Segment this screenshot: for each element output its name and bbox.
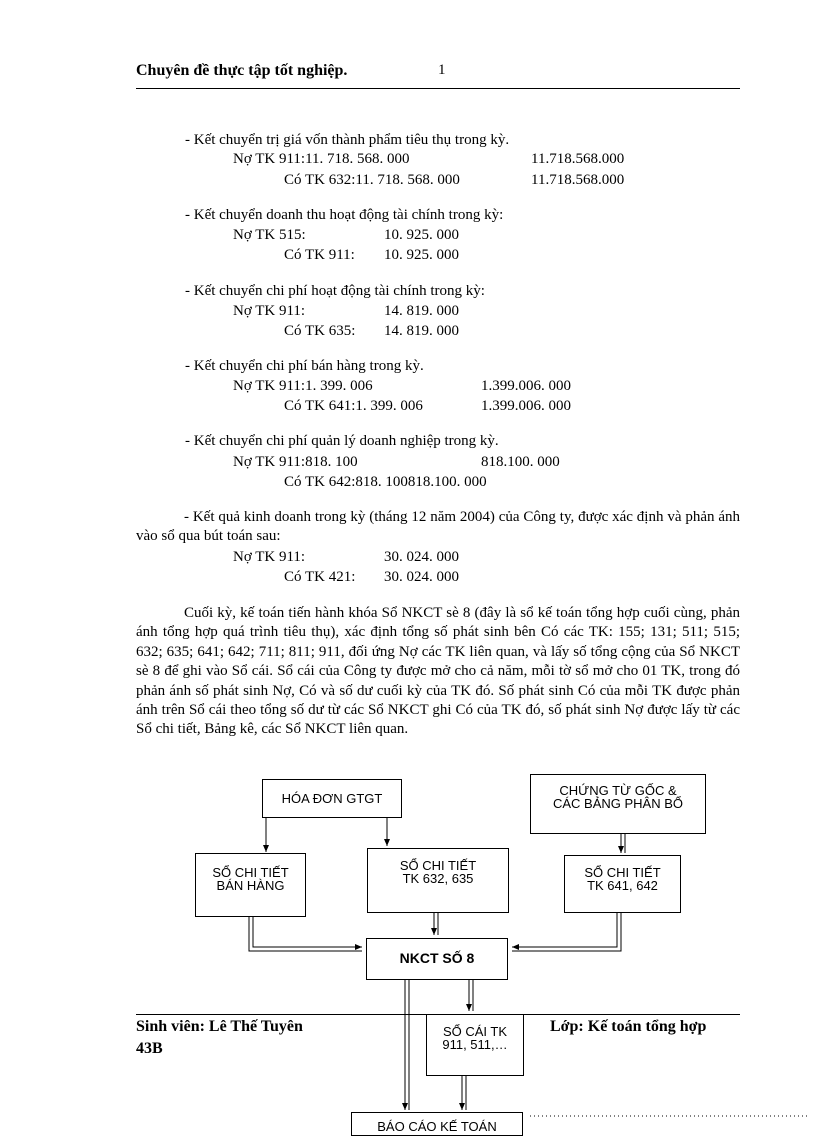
entry-debit-amount: 11.718.568.000 xyxy=(531,151,625,167)
result-debit: Nợ TK 911: xyxy=(233,549,306,565)
entry-debit: Nợ TK 911:818. 100 xyxy=(233,454,358,470)
arrow-641-nkct-b xyxy=(512,913,621,951)
entry-heading: - Kết chuyển chi phí bán hàng trong kỳ. xyxy=(185,358,424,374)
result-credit: Có TK 421: xyxy=(284,569,356,585)
footer-student: Sinh viên: Lê Thế Tuyên xyxy=(136,1018,303,1035)
arrow-banhang-nkct-b xyxy=(253,917,362,947)
body-paragraph: Cuối kỳ, kế toán tiến hành khóa Sổ NKCT sè 8 (đây là sổ kế toán tổng hợp cuối cùng, phản ánh tổng hợp quá trình tiêu thụ), xác định tổng số phát sinh bên Có các TK: 155; 131; 511; 515; 632; 635; 641; 642; 711; 811; 911, đối ứng Nợ các TK liên quan, và lấy số tổng cộng của Sổ NKCT sè 8 để ghi vào Sổ cái. Sổ cái của Công ty được mở cho cả năm, mỗi tờ sổ mở cho 01 TK, trong đó phản ánh số phát sinh Nợ, Có và số dư cuối kỳ của TK đó. Số phát sinh Có của mỗi TK được phản ánh trên Sổ cái theo tổng số dư từ các Sổ NKCT ghi Có của TK đó, số phát sinh Nợ được lấy từ các Sổ chi tiết, Bảng kê, các Sổ NKCT liên quan. xyxy=(136,605,740,738)
entry-heading: - Kết chuyển doanh thu hoạt động tài chính trong kỳ: xyxy=(185,207,504,223)
result-debit-amount: 30. 024. 000 xyxy=(384,549,459,565)
box-label: SỔ CHI TIẾT xyxy=(584,865,661,880)
footer-rule xyxy=(136,1014,740,1015)
box-label: HÓA ĐƠN GTGT xyxy=(281,791,383,806)
entry-credit: Có TK 641:1. 399. 006 xyxy=(284,398,423,414)
box-bao-cao-ke-toan xyxy=(351,1112,523,1136)
document-title: Chuyên đề thực tập tốt nghiệp. xyxy=(136,62,348,79)
box-label: TK 632, 635 xyxy=(402,871,474,886)
box-hoa-don-gtgt xyxy=(262,779,402,818)
box-so-cai-tk xyxy=(426,1014,524,1076)
result-credit-amount: 30. 024. 000 xyxy=(384,569,459,585)
box-nkct-so-8 xyxy=(366,938,508,980)
entry-debit: Nợ TK 911:1. 399. 006 xyxy=(233,378,373,394)
box-chung-tu-goc xyxy=(530,774,706,834)
entry-credit-amount: 11.718.568.000 xyxy=(531,172,625,188)
entry-debit-amount: 1.399.006. 000 xyxy=(481,378,571,394)
box-label: SỔ CHI TIẾT xyxy=(399,858,477,873)
entry-credit-amount: 1.399.006. 000 xyxy=(481,398,571,414)
entry-debit-amount: 818.100. 000 xyxy=(481,454,560,470)
arrow-641-nkct xyxy=(512,913,617,947)
page-number: 1 xyxy=(438,62,446,78)
entry-debit-amount: 14. 819. 000 xyxy=(384,303,459,319)
entry-credit: Có TK 635: xyxy=(284,323,356,339)
entry-debit: Nợ TK 911: xyxy=(233,303,306,319)
entry-debit: Nợ TK 911:11. 718. 568. 000 xyxy=(233,151,410,167)
entry-credit: Có TK 911: xyxy=(284,247,355,263)
box-label: CÁC BẢNG PHÂN BỔ xyxy=(552,796,684,811)
box-label: SỔ CHI TIẾT xyxy=(212,865,289,880)
entry-heading: - Kết chuyển trị giá vốn thành phẩm tiêu thụ trong kỳ. xyxy=(185,132,510,148)
box-label: SỔ CÁI TK xyxy=(442,1024,508,1039)
entry-debit: Nợ TK 515: xyxy=(233,227,306,243)
box-label: NKCT SỐ 8 xyxy=(399,950,475,966)
footer-class-code: 43B xyxy=(136,1040,163,1057)
footer-class: Lớp: Kế toán tổng hợp xyxy=(550,1018,707,1035)
box-so-chi-tiet-632 xyxy=(367,848,509,913)
box-label: BÁN HÀNG xyxy=(216,878,285,893)
box-label: BÁO CÁO KẾ TOÁN xyxy=(377,1119,497,1134)
box-so-chi-tiet-ban-hang xyxy=(195,853,306,917)
box-label: TK 641, 642 xyxy=(587,878,658,893)
arrow-banhang-nkct xyxy=(249,917,362,951)
entry-heading: - Kết chuyển chi phí quản lý doanh nghiệp trong kỳ. xyxy=(185,433,499,449)
box-label: CHỨNG TỪ GỐC & xyxy=(559,783,677,798)
result-heading: - Kết quả kinh doanh trong kỳ (tháng 12 năm 2004) của Công ty, được xác định và phản ánh vào sổ qua bút toán sau: xyxy=(136,509,740,545)
box-so-chi-tiet-641 xyxy=(564,855,681,913)
entry-credit-amount: 10. 925. 000 xyxy=(384,247,459,263)
entry-credit: Có TK 632:11. 718. 568. 000 xyxy=(284,172,460,188)
entry-debit-amount: 10. 925. 000 xyxy=(384,227,459,243)
entry-credit: Có TK 642:818. 100818.100. 000 xyxy=(284,474,487,490)
box-label: 911, 511,… xyxy=(442,1037,508,1052)
entry-heading: - Kết chuyển chi phí hoạt động tài chính trong kỳ: xyxy=(185,283,485,299)
entry-credit-amount: 14. 819. 000 xyxy=(384,323,459,339)
